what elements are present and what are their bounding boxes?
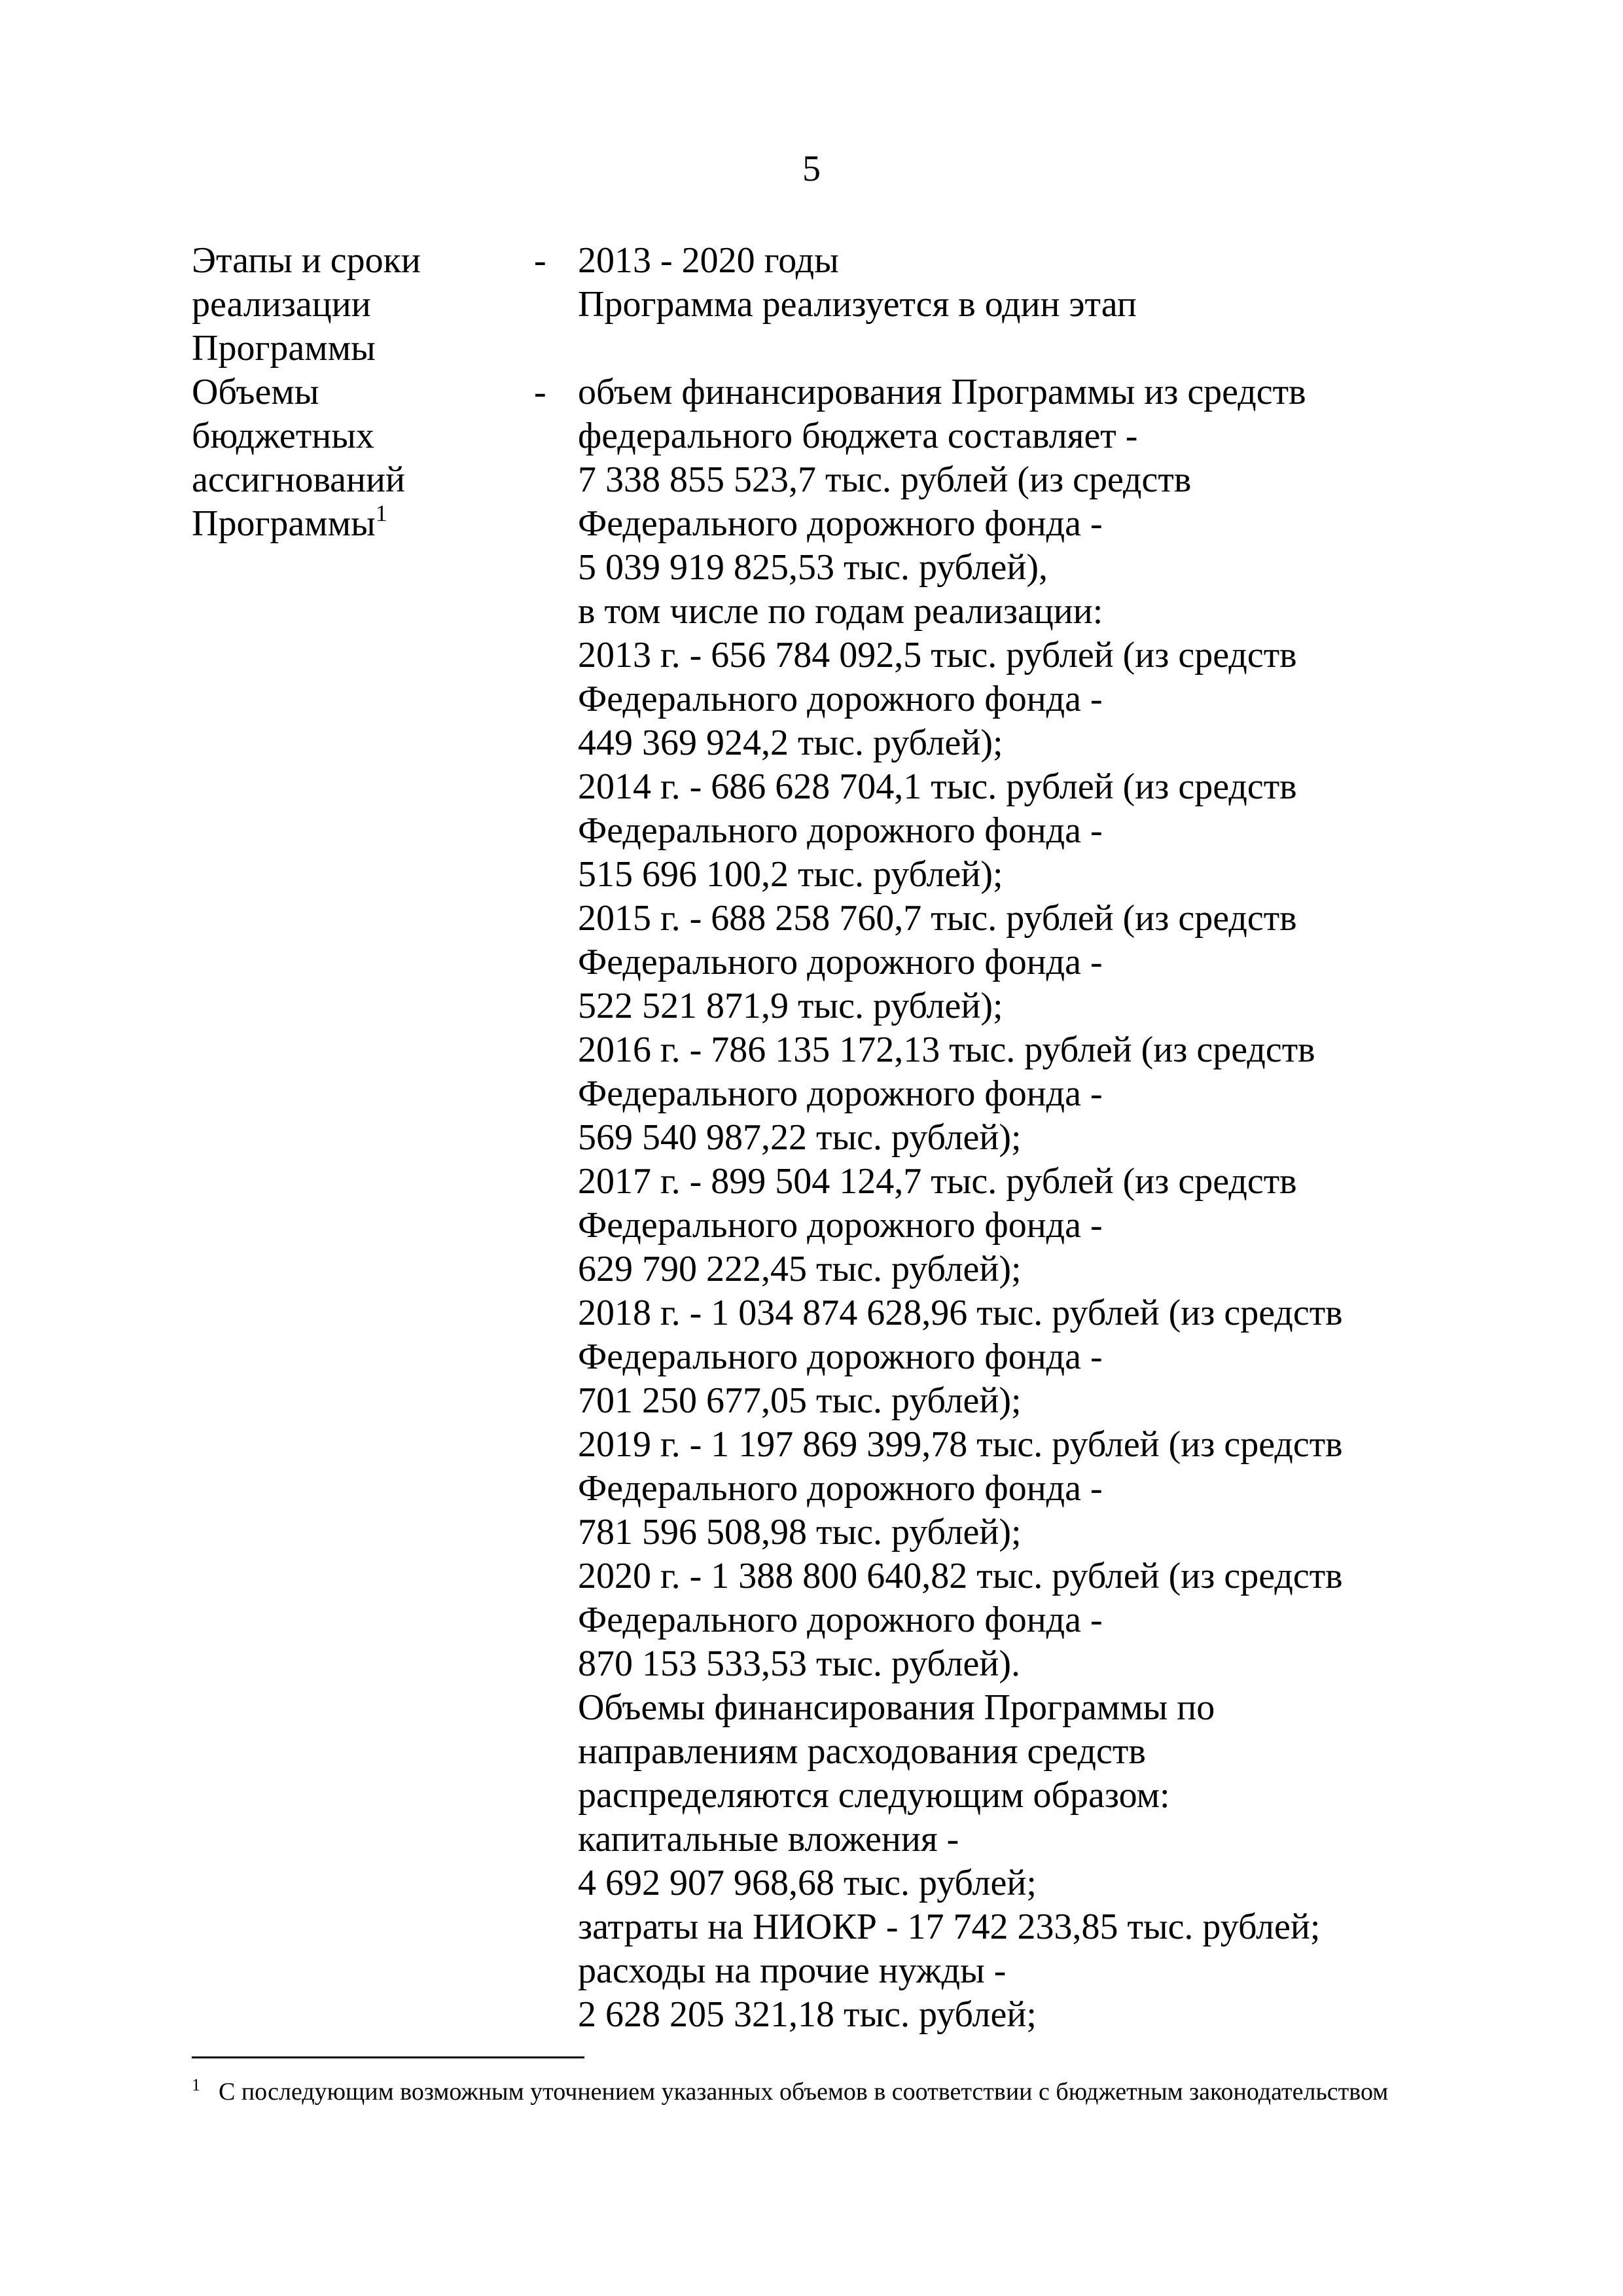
label-line-with-footnote bbox=[192, 502, 519, 546]
page-number: 5 bbox=[802, 149, 821, 189]
value-line: Федерального дорожного фонда - bbox=[578, 1468, 1103, 1509]
value-line: 781 596 508,98 тыс. рублей); bbox=[578, 1512, 1022, 1552]
value-line: Федерального дорожного фонда - bbox=[578, 1336, 1103, 1377]
footnote-text: С последующим возможным уточнением указанных объемов в соответствии с бюджетным законодательством bbox=[219, 2078, 1389, 2106]
value-line: направлениям расходования средств bbox=[578, 1731, 1146, 1772]
row-value bbox=[578, 239, 1494, 327]
value-line: в том числе по годам реализации: bbox=[578, 591, 1103, 632]
value-line: объем финансирования Программы из средств bbox=[578, 372, 1306, 412]
value-line: 2019 г. - 1 197 869 399,78 тыс. рублей (из средств bbox=[578, 1424, 1343, 1465]
value-line: 629 790 222,45 тыс. рублей); bbox=[578, 1249, 1022, 1289]
label-line: бюджетных bbox=[192, 416, 374, 456]
value-line: 5 039 919 825,53 тыс. рублей), bbox=[578, 547, 1048, 588]
row-dash: - bbox=[534, 372, 546, 412]
value-line: 2014 г. - 686 628 704,1 тыс. рублей (из средств bbox=[578, 766, 1297, 807]
value-line: 2 628 205 321,18 тыс. рублей; bbox=[578, 1994, 1037, 2035]
value-line: 2016 г. - 786 135 172,13 тыс. рублей (из средств bbox=[578, 1030, 1315, 1070]
value-line: 870 153 533,53 тыс. рублей). bbox=[578, 1643, 1020, 1684]
value-line: 2013 г. - 656 784 092,5 тыс. рублей (из средств bbox=[578, 635, 1297, 675]
value-line: затраты на НИОКР - 17 742 233,85 тыс. рублей; bbox=[578, 1907, 1321, 1947]
value-line: 2013 - 2020 годы bbox=[578, 240, 839, 281]
footnote-divider bbox=[192, 2056, 584, 2058]
value-line: 449 369 924,2 тыс. рублей); bbox=[578, 723, 1003, 763]
value-line: 569 540 987,22 тыс. рублей); bbox=[578, 1117, 1022, 1158]
footnote bbox=[192, 2075, 1438, 2109]
row-dash: - bbox=[534, 240, 546, 281]
value-line: Федерального дорожного фонда - bbox=[578, 1073, 1103, 1114]
value-line: 515 696 100,2 тыс. рублей); bbox=[578, 854, 1003, 895]
value-line: федерального бюджета составляет - bbox=[578, 416, 1138, 456]
value-line: Федерального дорожного фонда - bbox=[578, 942, 1103, 982]
value-line: 2018 г. - 1 034 874 628,96 тыс. рублей (из средств bbox=[578, 1293, 1343, 1333]
value-line: 2017 г. - 899 504 124,7 тыс. рублей (из средств bbox=[578, 1161, 1297, 1202]
value-line: распределяются следующим образом: bbox=[578, 1775, 1170, 1816]
value-line: Объемы финансирования Программы по bbox=[578, 1687, 1215, 1728]
label-line: Объемы bbox=[192, 372, 319, 412]
value-line: Федерального дорожного фонда - bbox=[578, 503, 1103, 544]
value-line: 522 521 871,9 тыс. рублей); bbox=[578, 986, 1003, 1026]
value-line: Федерального дорожного фонда - bbox=[578, 1205, 1103, 1246]
value-line: 2015 г. - 688 258 760,7 тыс. рублей (из средств bbox=[578, 898, 1297, 939]
value-line: 701 250 677,05 тыс. рублей); bbox=[578, 1380, 1022, 1421]
label-line: Программы bbox=[192, 503, 376, 544]
value-line: 7 338 855 523,7 тыс. рублей (из средств bbox=[578, 459, 1192, 500]
value-line: расходы на прочие нужды - bbox=[578, 1950, 1007, 1991]
value-line: 2020 г. - 1 388 800 640,82 тыс. рублей (из средств bbox=[578, 1556, 1343, 1596]
footnote-mark: 1 bbox=[192, 2075, 200, 2094]
label-line: ассигнований bbox=[192, 459, 405, 500]
value-line: Федерального дорожного фонда - bbox=[578, 810, 1103, 851]
value-line: Федерального дорожного фонда - bbox=[578, 1600, 1103, 1640]
label-line: реализации bbox=[192, 284, 371, 325]
value-line: 4 692 907 968,68 тыс. рублей; bbox=[578, 1863, 1037, 1903]
value-line: Программа реализуется в один этап bbox=[578, 284, 1137, 325]
label-line: Программы bbox=[192, 328, 376, 368]
row-label bbox=[192, 370, 519, 546]
row-value bbox=[578, 370, 1494, 2037]
label-line: Этапы и сроки bbox=[192, 240, 421, 281]
value-line: Федерального дорожного фонда - bbox=[578, 679, 1103, 719]
row-label bbox=[192, 239, 519, 370]
value-line: капитальные вложения - bbox=[578, 1819, 959, 1859]
footnote-reference: 1 bbox=[375, 500, 387, 526]
